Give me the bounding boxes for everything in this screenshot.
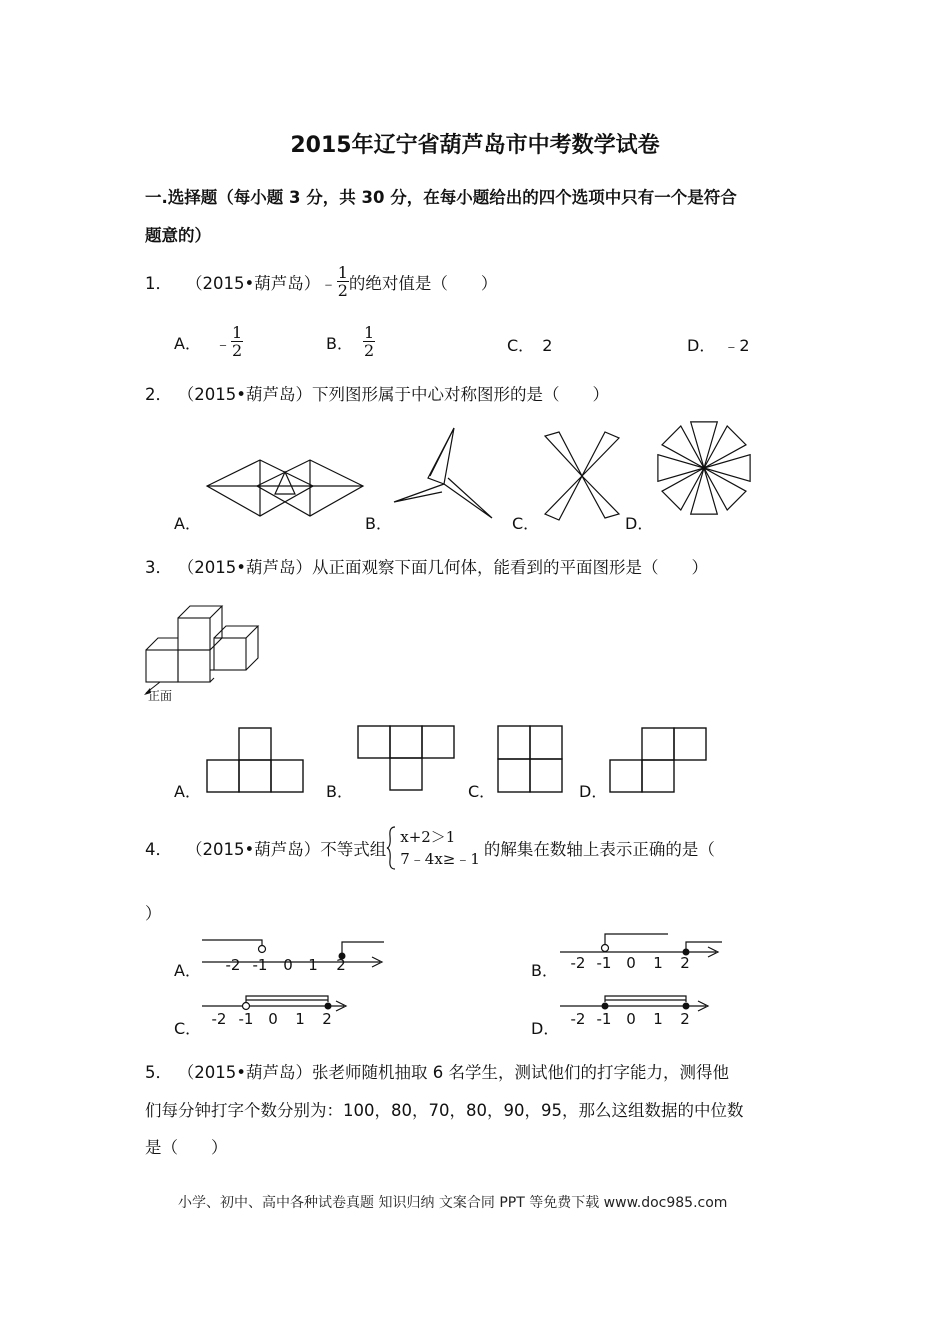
q4-option-b-numberline xyxy=(558,932,724,972)
q2-figure-d xyxy=(654,418,754,518)
q4-label-d: D． xyxy=(531,1019,560,1038)
section-heading-line2: 题意的） xyxy=(145,226,211,245)
q1-option-c: C． 2 xyxy=(507,336,553,355)
svg-text:-1: -1 xyxy=(238,1010,254,1028)
svg-text:1: 1 xyxy=(295,1010,305,1028)
q3-label-a: A． xyxy=(174,782,201,801)
petal xyxy=(658,455,704,482)
question-1 xyxy=(145,262,497,302)
q3-label-d: D． xyxy=(579,782,608,801)
svg-text:2: 2 xyxy=(336,956,346,974)
svg-text:2: 2 xyxy=(680,1010,690,1028)
q3-label-b: B． xyxy=(326,782,353,801)
page-title: 2015年辽宁省葫芦岛市中考数学试卷 xyxy=(290,133,660,158)
svg-text:-2: -2 xyxy=(225,956,241,974)
q1-fraction: $\frac{1}{2}$ xyxy=(337,263,348,300)
q1-option-b: B． $\frac{1}{2}$ xyxy=(326,323,375,360)
svg-text:0: 0 xyxy=(268,1010,278,1028)
q3-label-c: C． xyxy=(468,782,496,801)
q4-inequality-1: x+2＞1 xyxy=(400,828,456,846)
q3-option-d-figure xyxy=(609,726,709,794)
q1-text: 的绝对值是（ ） xyxy=(348,274,498,293)
question-5-line3: 是（ ） xyxy=(145,1138,228,1157)
svg-text:-1: -1 xyxy=(596,1010,612,1028)
svg-text:0: 0 xyxy=(626,1010,636,1028)
q2-figure-c xyxy=(541,430,623,522)
question-5-line1: 5． （2015•葫芦岛）张老师随机抽取 6 名学生，测试他们的打字能力，测得他 xyxy=(145,1063,729,1082)
page-footer: 小学、初中、高中各种试卷真题 知识归纳 文案合同 PPT 等免费下载 www.doc985.com xyxy=(178,1195,728,1211)
q4-label-b: B． xyxy=(531,961,558,980)
svg-text:1: 1 xyxy=(653,954,663,972)
question-2: 2． （2015•葫芦岛）下列图形属于中心对称图形的是（ ） xyxy=(145,385,609,404)
petal xyxy=(691,468,718,514)
q3-option-c-figure xyxy=(497,724,565,794)
q4-option-c-numberline xyxy=(200,994,350,1028)
q4-inequality-system xyxy=(386,826,480,870)
q1-option-d: D． ﹣2 xyxy=(687,336,750,355)
svg-text:0: 0 xyxy=(626,954,636,972)
svg-text:2: 2 xyxy=(322,1010,332,1028)
q1-option-a: A． ﹣ $\frac{1}{2}$ xyxy=(174,323,243,360)
section-heading-line1: 一.选择题（每小题 3 分，共 30 分，在每小题给出的四个选项中只有一个是符合 xyxy=(145,188,737,207)
q3-front-label: 正面 xyxy=(148,689,173,703)
q2-label-c: C． xyxy=(512,514,540,533)
q4-option-d-numberline xyxy=(558,994,714,1028)
question-3: 3． （2015•葫芦岛）从正面观察下面几何体，能看到的平面图形是（ ） xyxy=(145,558,708,577)
q2-figure-b xyxy=(392,426,492,520)
q4-option-a-numberline xyxy=(200,936,386,972)
question-4: 4． （2015•葫芦岛） 不等式组 x+2＞1 7﹣4x≥﹣1 的解集在数轴上表示正确的是（ xyxy=(145,828,715,868)
svg-text:-2: -2 xyxy=(570,954,586,972)
q2-label-a: A． xyxy=(174,514,201,533)
svg-text:2: 2 xyxy=(680,954,690,972)
svg-text:-1: -1 xyxy=(596,954,612,972)
q3-option-a-figure xyxy=(206,726,304,794)
q1-number: 1． xyxy=(145,274,172,293)
petal xyxy=(704,455,750,482)
q4-inequality-2: 7﹣4x≥﹣1 xyxy=(400,850,480,868)
svg-text:1: 1 xyxy=(653,1010,663,1028)
svg-text:-2: -2 xyxy=(211,1010,227,1028)
q4-label-a: A． xyxy=(174,961,201,980)
svg-text:-2: -2 xyxy=(570,1010,586,1028)
q2-label-d: D． xyxy=(625,514,654,533)
question-5-line2: 们每分钟打字个数分别为：100，80，70，80，90，95，那么这组数据的中位数 xyxy=(145,1101,744,1120)
q1-source: （2015•葫芦岛） xyxy=(186,274,321,293)
svg-text:0: 0 xyxy=(283,956,293,974)
q3-option-b-figure xyxy=(357,724,455,792)
q2-label-b: B． xyxy=(365,514,392,533)
q4-label-c: C． xyxy=(174,1019,202,1038)
q4-close-paren: ） xyxy=(145,904,162,923)
q2-figure-a xyxy=(205,432,365,518)
q1-neg: ﹣ xyxy=(320,274,337,293)
svg-text:-1: -1 xyxy=(252,956,268,974)
petal xyxy=(691,422,718,468)
svg-text:1: 1 xyxy=(308,956,318,974)
